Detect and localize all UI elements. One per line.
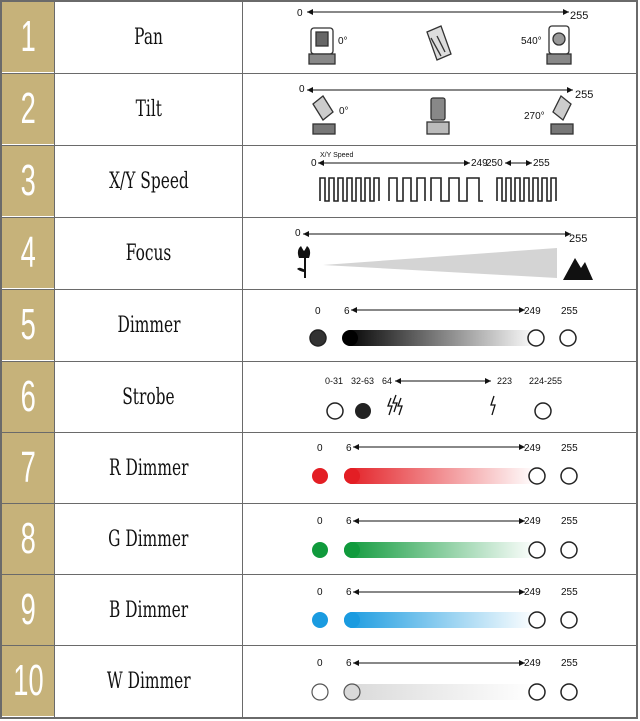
start-dot <box>344 684 360 700</box>
full-dot <box>529 468 545 484</box>
angle-start-label: 0° <box>338 36 348 47</box>
six-label: 6 <box>346 516 352 527</box>
row-pan <box>0 2 640 73</box>
six-label: 6 <box>346 587 352 598</box>
start-dot <box>344 612 360 628</box>
six-label: 6 <box>346 658 352 669</box>
range-0-31-label: 0-31 <box>325 376 344 386</box>
green-dimmer-diagram <box>243 504 635 574</box>
channel-number: 5 <box>2 290 54 360</box>
angle-end-label: 540° <box>521 36 542 47</box>
table-border-bottom <box>0 717 638 719</box>
range-end-label: 255 <box>569 233 588 245</box>
channel-number: 10 <box>2 646 54 716</box>
channel-name: Tilt <box>135 96 162 122</box>
row-divider <box>0 217 638 218</box>
zero-dot <box>312 542 328 558</box>
random-dot <box>535 403 551 419</box>
channel-number: 2 <box>2 74 54 144</box>
channel-name: B Dimmer <box>108 597 189 623</box>
moving-head-icon-front <box>309 28 335 64</box>
channel-name: W Dimmer <box>106 668 191 694</box>
value-249-label: 249 <box>524 443 541 454</box>
row-divider <box>0 432 638 433</box>
start-dot <box>344 468 360 484</box>
tilt-diagram <box>243 74 635 144</box>
channel-name: Focus <box>125 240 172 266</box>
channel-name: X/Y Speed <box>108 168 189 194</box>
speed-caption: X/Y Speed <box>320 152 354 159</box>
zero-dot <box>312 612 328 628</box>
channel-name: G Dimmer <box>108 526 189 552</box>
moving-head-icon-tilted-right <box>551 96 573 134</box>
value-223-label: 223 <box>497 376 513 386</box>
row-divider <box>0 574 638 575</box>
focus-diagram <box>243 218 635 288</box>
channel-name: R Dimmer <box>108 455 189 481</box>
column-divider <box>242 0 243 719</box>
channel-number: 1 <box>2 2 54 72</box>
channel-name: Pan <box>134 24 163 50</box>
value-255-label: 255 <box>561 516 578 527</box>
start-dot <box>342 330 358 346</box>
value-250-label: 250 <box>486 158 503 169</box>
full-dot <box>528 330 544 346</box>
blue-dimmer-diagram <box>243 575 635 645</box>
speed-pulse-wave <box>320 178 556 201</box>
white-dimmer-diagram <box>243 646 635 716</box>
open-dot <box>560 330 576 346</box>
speed-diagram <box>243 146 635 216</box>
range-start-label: 0 <box>311 158 317 169</box>
open-dot <box>561 542 577 558</box>
angle-start-label: 0° <box>339 106 349 117</box>
fast-strobe-icon <box>388 395 402 415</box>
row-tilt <box>0 74 640 145</box>
row-w-dimmer <box>0 646 640 717</box>
open-dot <box>561 612 577 628</box>
moving-head-icon-back <box>547 26 571 64</box>
zero-label: 0 <box>317 587 323 598</box>
range-end-label: 255 <box>533 158 550 169</box>
row-strobe <box>0 362 640 433</box>
open-dot <box>561 468 577 484</box>
channel-name: Dimmer <box>117 312 180 338</box>
row-divider <box>0 645 638 646</box>
zero-label: 0 <box>315 306 321 317</box>
table-border-right <box>636 0 638 719</box>
closed-dot <box>327 403 343 419</box>
strobe-diagram <box>243 362 635 432</box>
open-dot <box>561 684 577 700</box>
value-249-label: 249 <box>524 658 541 669</box>
channel-number: 6 <box>2 362 54 432</box>
row-focus <box>0 218 640 289</box>
intensity-gradient-bar <box>344 684 536 700</box>
column-divider <box>54 0 55 719</box>
slow-strobe-icon <box>491 396 495 415</box>
row-xy-speed <box>0 146 640 217</box>
intensity-gradient-bar <box>344 542 536 558</box>
row-divider <box>0 289 638 290</box>
row-divider <box>0 145 638 146</box>
channel-number: 9 <box>2 575 54 645</box>
row-b-dimmer <box>0 575 640 646</box>
channel-number: 7 <box>2 433 54 503</box>
range-end-label: 255 <box>570 10 589 22</box>
row-divider <box>0 73 638 74</box>
open-dot-filled <box>355 403 371 419</box>
start-dot <box>344 542 360 558</box>
row-r-dimmer <box>0 433 640 504</box>
full-dot <box>529 542 545 558</box>
value-255-label: 255 <box>561 306 578 317</box>
dimmer-diagram <box>243 290 635 360</box>
focus-wedge <box>323 248 557 278</box>
range-end-label: 255 <box>575 89 594 101</box>
value-249-label: 249 <box>471 158 488 169</box>
zero-dot <box>312 468 328 484</box>
six-label: 6 <box>344 306 350 317</box>
red-dimmer-diagram <box>243 433 635 503</box>
channel-number: 4 <box>2 218 54 288</box>
table-border-top <box>0 0 638 2</box>
flower-icon <box>297 246 310 278</box>
value-249-label: 249 <box>524 516 541 527</box>
zero-label: 0 <box>317 443 323 454</box>
mountain-icon <box>563 258 593 280</box>
channel-number: 3 <box>2 146 54 216</box>
row-divider <box>0 361 638 362</box>
pan-diagram <box>243 2 635 72</box>
intensity-gradient-bar <box>343 330 537 346</box>
value-255-label: 255 <box>561 587 578 598</box>
value-255-label: 255 <box>561 443 578 454</box>
moving-head-icon-upright <box>427 98 449 134</box>
full-dot <box>529 684 545 700</box>
range-224-255-label: 224-255 <box>529 376 563 386</box>
row-g-dimmer <box>0 504 640 575</box>
value-255-label: 255 <box>561 658 578 669</box>
moving-head-icon-tilted-left <box>313 96 335 134</box>
value-249-label: 249 <box>524 306 541 317</box>
range-start-label: 0 <box>297 8 303 19</box>
range-start-label: 0 <box>295 228 301 239</box>
zero-dot <box>312 684 328 700</box>
range-start-label: 0 <box>299 84 305 95</box>
channel-name: Strobe <box>122 384 175 410</box>
value-64-label: 64 <box>382 376 393 386</box>
value-249-label: 249 <box>524 587 541 598</box>
six-label: 6 <box>346 443 352 454</box>
row-dimmer <box>0 290 640 361</box>
channel-number: 8 <box>2 504 54 574</box>
angle-end-label: 270° <box>524 111 545 122</box>
zero-label: 0 <box>317 516 323 527</box>
zero-dot <box>310 330 326 346</box>
range-32-63-label: 32-63 <box>351 376 375 386</box>
intensity-gradient-bar <box>344 468 536 484</box>
intensity-gradient-bar <box>344 612 536 628</box>
table-border-left <box>0 0 2 719</box>
moving-head-icon-turned <box>427 26 451 60</box>
zero-label: 0 <box>317 658 323 669</box>
full-dot <box>529 612 545 628</box>
row-divider <box>0 503 638 504</box>
